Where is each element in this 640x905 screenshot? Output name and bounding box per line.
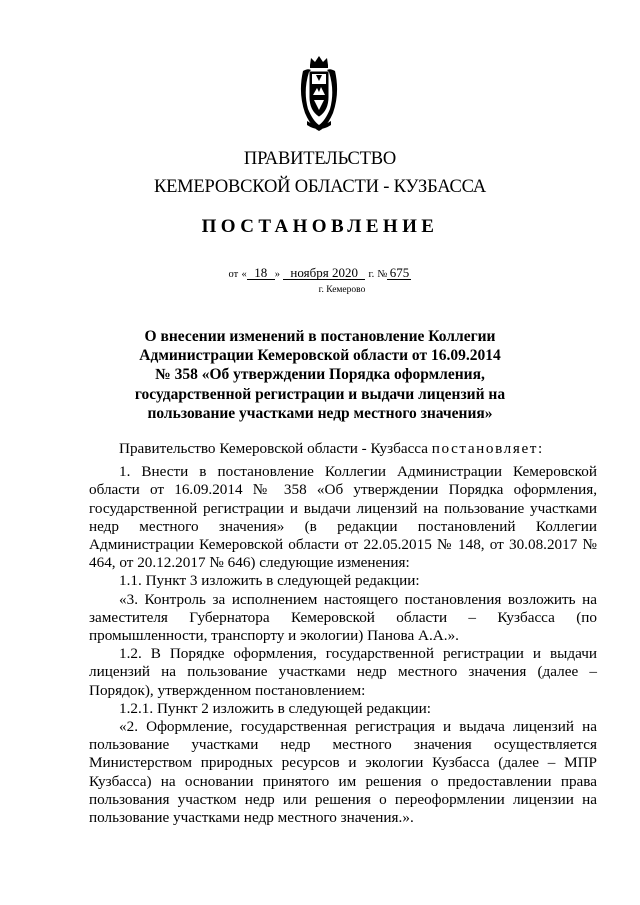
- intro-prefix: Правительство Кемеровской области - Кузбасса: [119, 440, 428, 457]
- date-prefix: от: [228, 269, 239, 280]
- paragraph-1-1-text: «3. Контроль за исполнением настоящего постановления возложить на заместителя Губернатора Кемеровской области – Кузбасса (по промышленности, транспорту и экологии) Панова А.А.».: [89, 590, 597, 645]
- paragraph-1-2: 1.2. В Порядке оформления, государственной регистрации и выдачи лицензий на пользование участками недр местного значения (далее – Порядок), утвержденном постановлением:: [89, 645, 597, 699]
- number-sign: №: [377, 269, 388, 280]
- date-line: [0, 265, 640, 281]
- intro-verb: постановляет:: [431, 440, 544, 457]
- date-day: 18: [247, 266, 275, 280]
- coat-of-arms-icon: [297, 55, 341, 133]
- year-suffix: г.: [368, 269, 375, 280]
- government-title-line1: ПРАВИТЕЛЬСТВО: [243, 149, 397, 169]
- paragraph-1: 1. Внести в постановление Коллегии Администрации Кемеровской области от 16.09.2014 № 358 «Об утверждении Порядка оформления, государственной регистрации и выдачи лицензий на пользование участками недр местного значения» (в редакции постановлений Коллегии Администрации Кемеровской области от 22.05.2015 № 148, от 30.08.2017 № 464, от 20.12.2017 № 646) следующие изменения:: [89, 463, 597, 572]
- close-quote: »: [274, 269, 280, 280]
- city: [0, 285, 640, 295]
- document-body: [89, 440, 597, 827]
- date-month-year: ноября 2020: [283, 266, 365, 280]
- heading-line: № 358 «Об утверждении Порядка оформления,: [155, 366, 485, 384]
- city-label: г. Кемерово: [318, 285, 366, 295]
- document-heading: [120, 327, 520, 423]
- heading-line: пользование участками недр местного значения»: [147, 404, 493, 422]
- document-type: ПОСТАНОВЛЕНИЕ: [201, 216, 439, 237]
- paragraph-1-2-1: 1.2.1. Пункт 2 изложить в следующей редакции:: [119, 699, 432, 717]
- heading-line: Администрации Кемеровской области от 16.09.2014: [139, 347, 501, 365]
- open-quote: «: [241, 269, 247, 280]
- heading-line: О внесении изменений в постановление Коллегии: [144, 328, 496, 345]
- document-number: 675: [387, 266, 411, 280]
- paragraph-1-1: 1.1. Пункт 3 изложить в следующей редакции:: [119, 572, 420, 590]
- heading-line: государственной регистрации и выдачи лицензий на: [134, 385, 506, 403]
- government-title-line2: КЕМЕРОВСКОЙ ОБЛАСТИ - КУЗБАССА: [153, 177, 487, 197]
- paragraph-1-2-1-text: «2. Оформление, государственная регистрация и выдача лицензий на пользование участками недр местного значения осуществляется Министерством природных ресурсов и экологии Кузбасса (далее – МПР Кузбасса) на основании принятого им решения о предоставлении права пользования участком недр или решения о переоформлении лицензии на пользование участками недр местного значения.».: [89, 718, 597, 827]
- intro-paragraph: [89, 440, 597, 458]
